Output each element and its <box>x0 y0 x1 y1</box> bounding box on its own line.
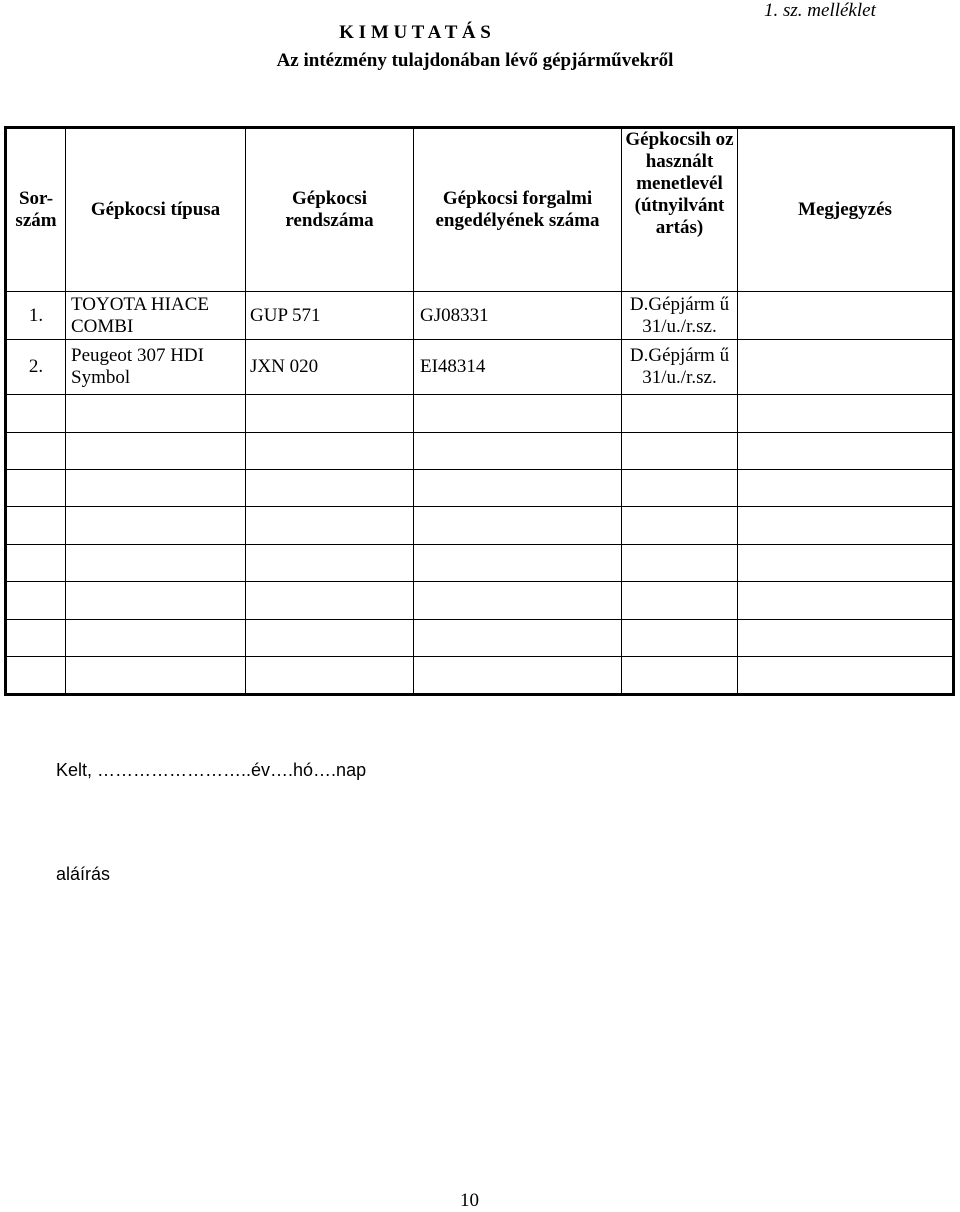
row-number: 2. <box>6 340 66 395</box>
empty-table-row <box>6 620 954 657</box>
document-subtitle: Az intézmény tulajdonában lévő gépjárművekről <box>276 50 674 71</box>
vehicle-table <box>4 126 955 696</box>
signature-label: aláírás <box>56 864 111 884</box>
empty-table-row <box>6 657 954 695</box>
page-number: 10 <box>460 1190 479 1211</box>
table-row <box>6 340 954 395</box>
header-type: Gépkocsi típusa <box>66 128 246 292</box>
logbook-type: D.Gépjárm ű 31/u./r.sz. <box>622 340 738 395</box>
vehicle-type: Peugeot 307 HDI Symbol <box>66 340 246 395</box>
document-title: K I M U T A T Á S <box>339 22 491 43</box>
empty-table-row <box>6 470 954 507</box>
header-logbook: Gépkocsih oz használt menetlevél (útnyilvánt artás) <box>622 128 738 292</box>
date-line: Kelt, ……………………..év….hó….nap <box>56 760 367 780</box>
empty-table-row <box>6 507 954 545</box>
row-number: 1. <box>6 292 66 340</box>
header-note: Megjegyzés <box>738 128 954 292</box>
empty-table-row <box>6 433 954 470</box>
header-license: Gépkocsi forgalmi engedélyének száma <box>414 128 622 292</box>
table-header-row <box>6 128 954 292</box>
registration-number: GJ08331 <box>414 292 622 340</box>
header-serial: Sor-szám <box>6 128 66 292</box>
vehicle-type: TOYOTA HIACE COMBI <box>66 292 246 340</box>
annex-label: 1. sz. melléklet <box>764 0 876 21</box>
empty-table-row <box>6 582 954 620</box>
header-plate: Gépkocsi rendszáma <box>246 128 414 292</box>
empty-table-row <box>6 545 954 582</box>
table-row <box>6 292 954 340</box>
logbook-type: D.Gépjárm ű 31/u./r.sz. <box>622 292 738 340</box>
registration-number: EI48314 <box>414 340 622 395</box>
note-cell <box>738 292 954 340</box>
note-cell <box>738 340 954 395</box>
vehicle-plate: JXN 020 <box>246 340 414 395</box>
empty-table-row <box>6 395 954 433</box>
vehicle-plate: GUP 571 <box>246 292 414 340</box>
